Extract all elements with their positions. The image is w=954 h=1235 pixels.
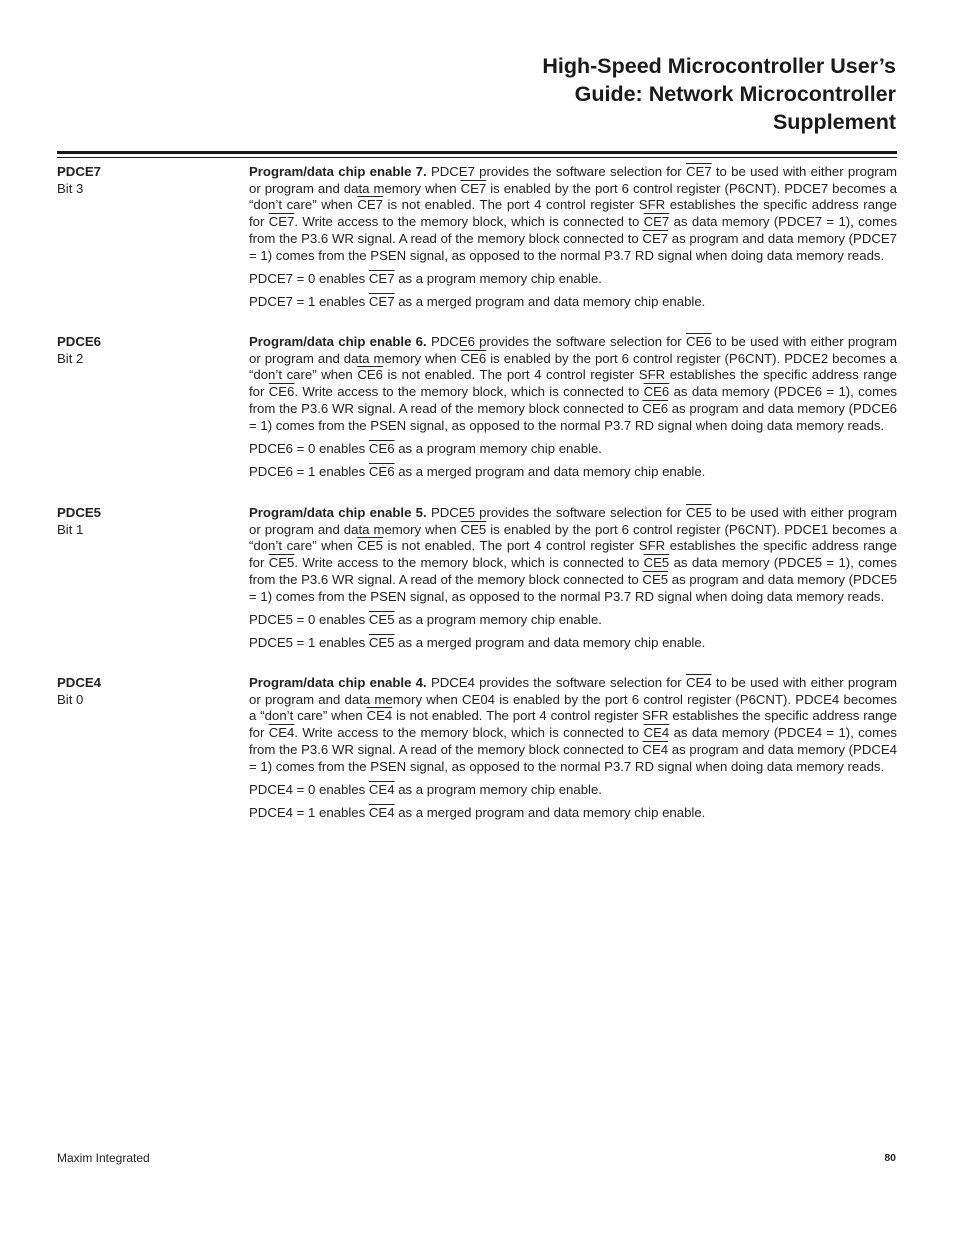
setting-one-line	[249, 635, 897, 652]
active-low-signal: CE5	[368, 612, 395, 628]
text-run: PDCE6 = 1 enables	[249, 464, 369, 480]
bit-position: Bit 2	[57, 351, 84, 366]
bit-position: Bit 1	[57, 522, 84, 537]
text-run: PDCE5 provides the software selection for	[426, 505, 686, 520]
active-low-signal: CE6	[368, 464, 395, 480]
text-run: is not enabled. The port 4 control register SFR establishes the specific address range for	[249, 538, 897, 571]
bit-position: Bit 0	[57, 692, 84, 707]
active-low-signal: CE7	[460, 180, 487, 196]
page-title	[336, 52, 896, 136]
title-line: Supplement	[772, 110, 896, 134]
active-low-signal: CE7	[268, 214, 295, 230]
description-lead: Program/data chip enable 5.	[249, 505, 427, 520]
text-run: PDCE5 = 0 enables	[249, 612, 369, 628]
active-low-signal: CE6	[643, 384, 670, 400]
text-run: to be used with either program or program and data memory when	[249, 334, 898, 366]
active-low-signal: CE4	[642, 741, 669, 757]
page-number: 80	[884, 1152, 896, 1164]
title-line: High-Speed Microcontroller User’s	[542, 54, 896, 78]
text-run: as program and data memory (PDCE6 = 1) comes from the PSEN signal, as opposed to the normal P3.7 RD signal when doing data memory reads.	[249, 400, 897, 433]
bit-name: PDCE6	[57, 334, 101, 349]
active-low-signal: CE5	[368, 635, 395, 651]
text-run: is not enabled. The port 4 control register SFR establishes the specific address range for	[249, 367, 897, 400]
text-run: PDCE4 provides the software selection for	[426, 675, 686, 690]
text-run: . Write access to the memory block, which is connected to	[294, 555, 644, 571]
text-run: as a program memory chip enable.	[394, 612, 602, 628]
active-low-signal: CE7	[642, 230, 669, 246]
active-low-signal: CE6	[368, 441, 395, 457]
setting-zero-line	[249, 271, 897, 288]
active-low-signal: CE6	[357, 367, 383, 383]
setting-one-line	[249, 464, 897, 481]
text-run: PDCE7 = 0 enables	[249, 271, 369, 287]
setting-one-line	[249, 294, 897, 311]
description-lead: Program/data chip enable 7.	[249, 164, 427, 179]
header-rule-thick	[57, 151, 897, 154]
active-low-signal: CE4	[685, 675, 712, 690]
active-low-signal: CE6	[685, 334, 712, 349]
active-low-signal: CE5	[268, 555, 295, 571]
setting-one-line	[249, 805, 897, 822]
description-paragraph	[249, 505, 897, 605]
bit-description	[249, 334, 897, 488]
text-run: PDCE7 = 1 enables	[249, 294, 369, 310]
description-lead: Program/data chip enable 4.	[249, 675, 427, 690]
text-run: is enabled by the port 6 control register (P6CNT). PDCE7 becomes a “don’t care” when	[249, 180, 897, 213]
text-run: as program and data memory (PDCE5 = 1) comes from the PSEN signal, as opposed to the normal P3.7 RD signal when doing data memory reads.	[249, 571, 897, 604]
active-low-signal: CE4	[366, 708, 393, 724]
description-lead: Program/data chip enable 6.	[249, 334, 427, 349]
text-run: PDCE6 provides the software selection for	[426, 334, 686, 349]
text-run: to be used with either program or program and data memory when	[249, 164, 898, 196]
text-run: . Write access to the memory block, which is connected to	[294, 725, 644, 741]
active-low-signal: CE7	[368, 294, 395, 310]
title-line: Guide: Network Microcontroller	[574, 82, 896, 106]
setting-zero-line	[249, 612, 897, 629]
text-run: as a merged program and data memory chip enable.	[394, 294, 706, 310]
text-run: as a merged program and data memory chip enable.	[394, 805, 706, 821]
bit-name: PDCE4	[57, 675, 101, 690]
active-low-signal: CE7	[368, 271, 395, 287]
text-run: is not enabled. The port 4 control register SFR establishes the specific address range for	[249, 197, 897, 230]
text-run: PDCE4 = 1 enables	[249, 805, 369, 821]
setting-zero-line	[249, 441, 897, 458]
text-run: to be used with either program or program and data memory when	[249, 505, 898, 537]
active-low-signal: CE7	[357, 197, 383, 213]
text-run: as data memory (PDCE5 = 1), comes from the P3.6 WR signal. A read of the memory block connected to	[249, 555, 898, 587]
text-run: as data memory (PDCE4 = 1), comes from the P3.6 WR signal. A read of the memory block connected to	[249, 725, 898, 757]
text-run: is not enabled. The port 4 control register SFR establishes the specific address range for	[249, 708, 897, 741]
description-paragraph	[249, 675, 897, 775]
active-low-signal: CE5	[643, 555, 670, 571]
description-paragraph	[249, 334, 897, 434]
active-low-signal: CE5	[357, 538, 383, 554]
setting-zero-line	[249, 782, 897, 799]
bit-name: PDCE7	[57, 164, 101, 179]
description-paragraph	[249, 164, 897, 264]
active-low-signal: CE4	[643, 725, 670, 741]
active-low-signal: CE4	[268, 725, 295, 741]
active-low-signal: CE4	[368, 782, 395, 798]
text-run: as a program memory chip enable.	[394, 441, 602, 457]
text-run: as program and data memory (PDCE7 = 1) comes from the PSEN signal, as opposed to the normal P3.7 RD signal when doing data memory reads.	[249, 230, 897, 263]
bit-description	[249, 675, 897, 829]
text-run: as data memory (PDCE6 = 1), comes from the P3.6 WR signal. A read of the memory block connected to	[249, 384, 898, 416]
text-run: is enabled by the port 6 control register (P6CNT). PDCE2 becomes a “don’t care” when	[249, 350, 897, 383]
active-low-signal: CE5	[685, 505, 712, 520]
bit-name: PDCE5	[57, 505, 101, 520]
text-run: as program and data memory (PDCE4 = 1) comes from the PSEN signal, as opposed to the normal P3.7 RD signal when doing data memory reads.	[249, 741, 897, 774]
text-run: as data memory (PDCE7 = 1), comes from the P3.6 WR signal. A read of the memory block connected to	[249, 214, 898, 246]
bit-position: Bit 3	[57, 181, 84, 196]
active-low-signal: CE5	[642, 571, 669, 587]
footer-company: Maxim Integrated	[57, 1151, 150, 1165]
text-run: PDCE7 provides the software selection for	[426, 164, 686, 179]
text-run: PDCE4 = 0 enables	[249, 782, 369, 798]
bit-description	[249, 505, 897, 659]
header-rule-thin	[57, 157, 897, 158]
text-run: as a program memory chip enable.	[394, 271, 602, 287]
active-low-signal: CE5	[460, 521, 487, 537]
text-run: . Write access to the memory block, which is connected to	[294, 384, 644, 400]
active-low-signal: CE4	[368, 805, 395, 821]
bit-description	[249, 164, 897, 318]
text-run: as a merged program and data memory chip enable.	[394, 635, 706, 651]
text-run: is enabled by the port 6 control register (P6CNT). PDCE1 becomes a “don’t care” when	[249, 521, 897, 554]
active-low-signal: CE6	[268, 384, 295, 400]
active-low-signal: CE7	[685, 164, 712, 179]
active-low-signal: CE6	[642, 400, 669, 416]
text-run: as a program memory chip enable.	[394, 782, 602, 798]
active-low-signal: CE7	[643, 214, 670, 230]
text-run: . Write access to the memory block, which is connected to	[294, 214, 644, 230]
text-run: to be used with either program or program and data memory when CE04 is enabled by the port 6 control register (P6CNT). PDCE4 becomes a “don’t care” when	[249, 675, 898, 724]
text-run: PDCE5 = 1 enables	[249, 635, 369, 651]
active-low-signal: CE6	[460, 350, 487, 366]
text-run: as a merged program and data memory chip enable.	[394, 464, 706, 480]
text-run: PDCE6 = 0 enables	[249, 441, 369, 457]
